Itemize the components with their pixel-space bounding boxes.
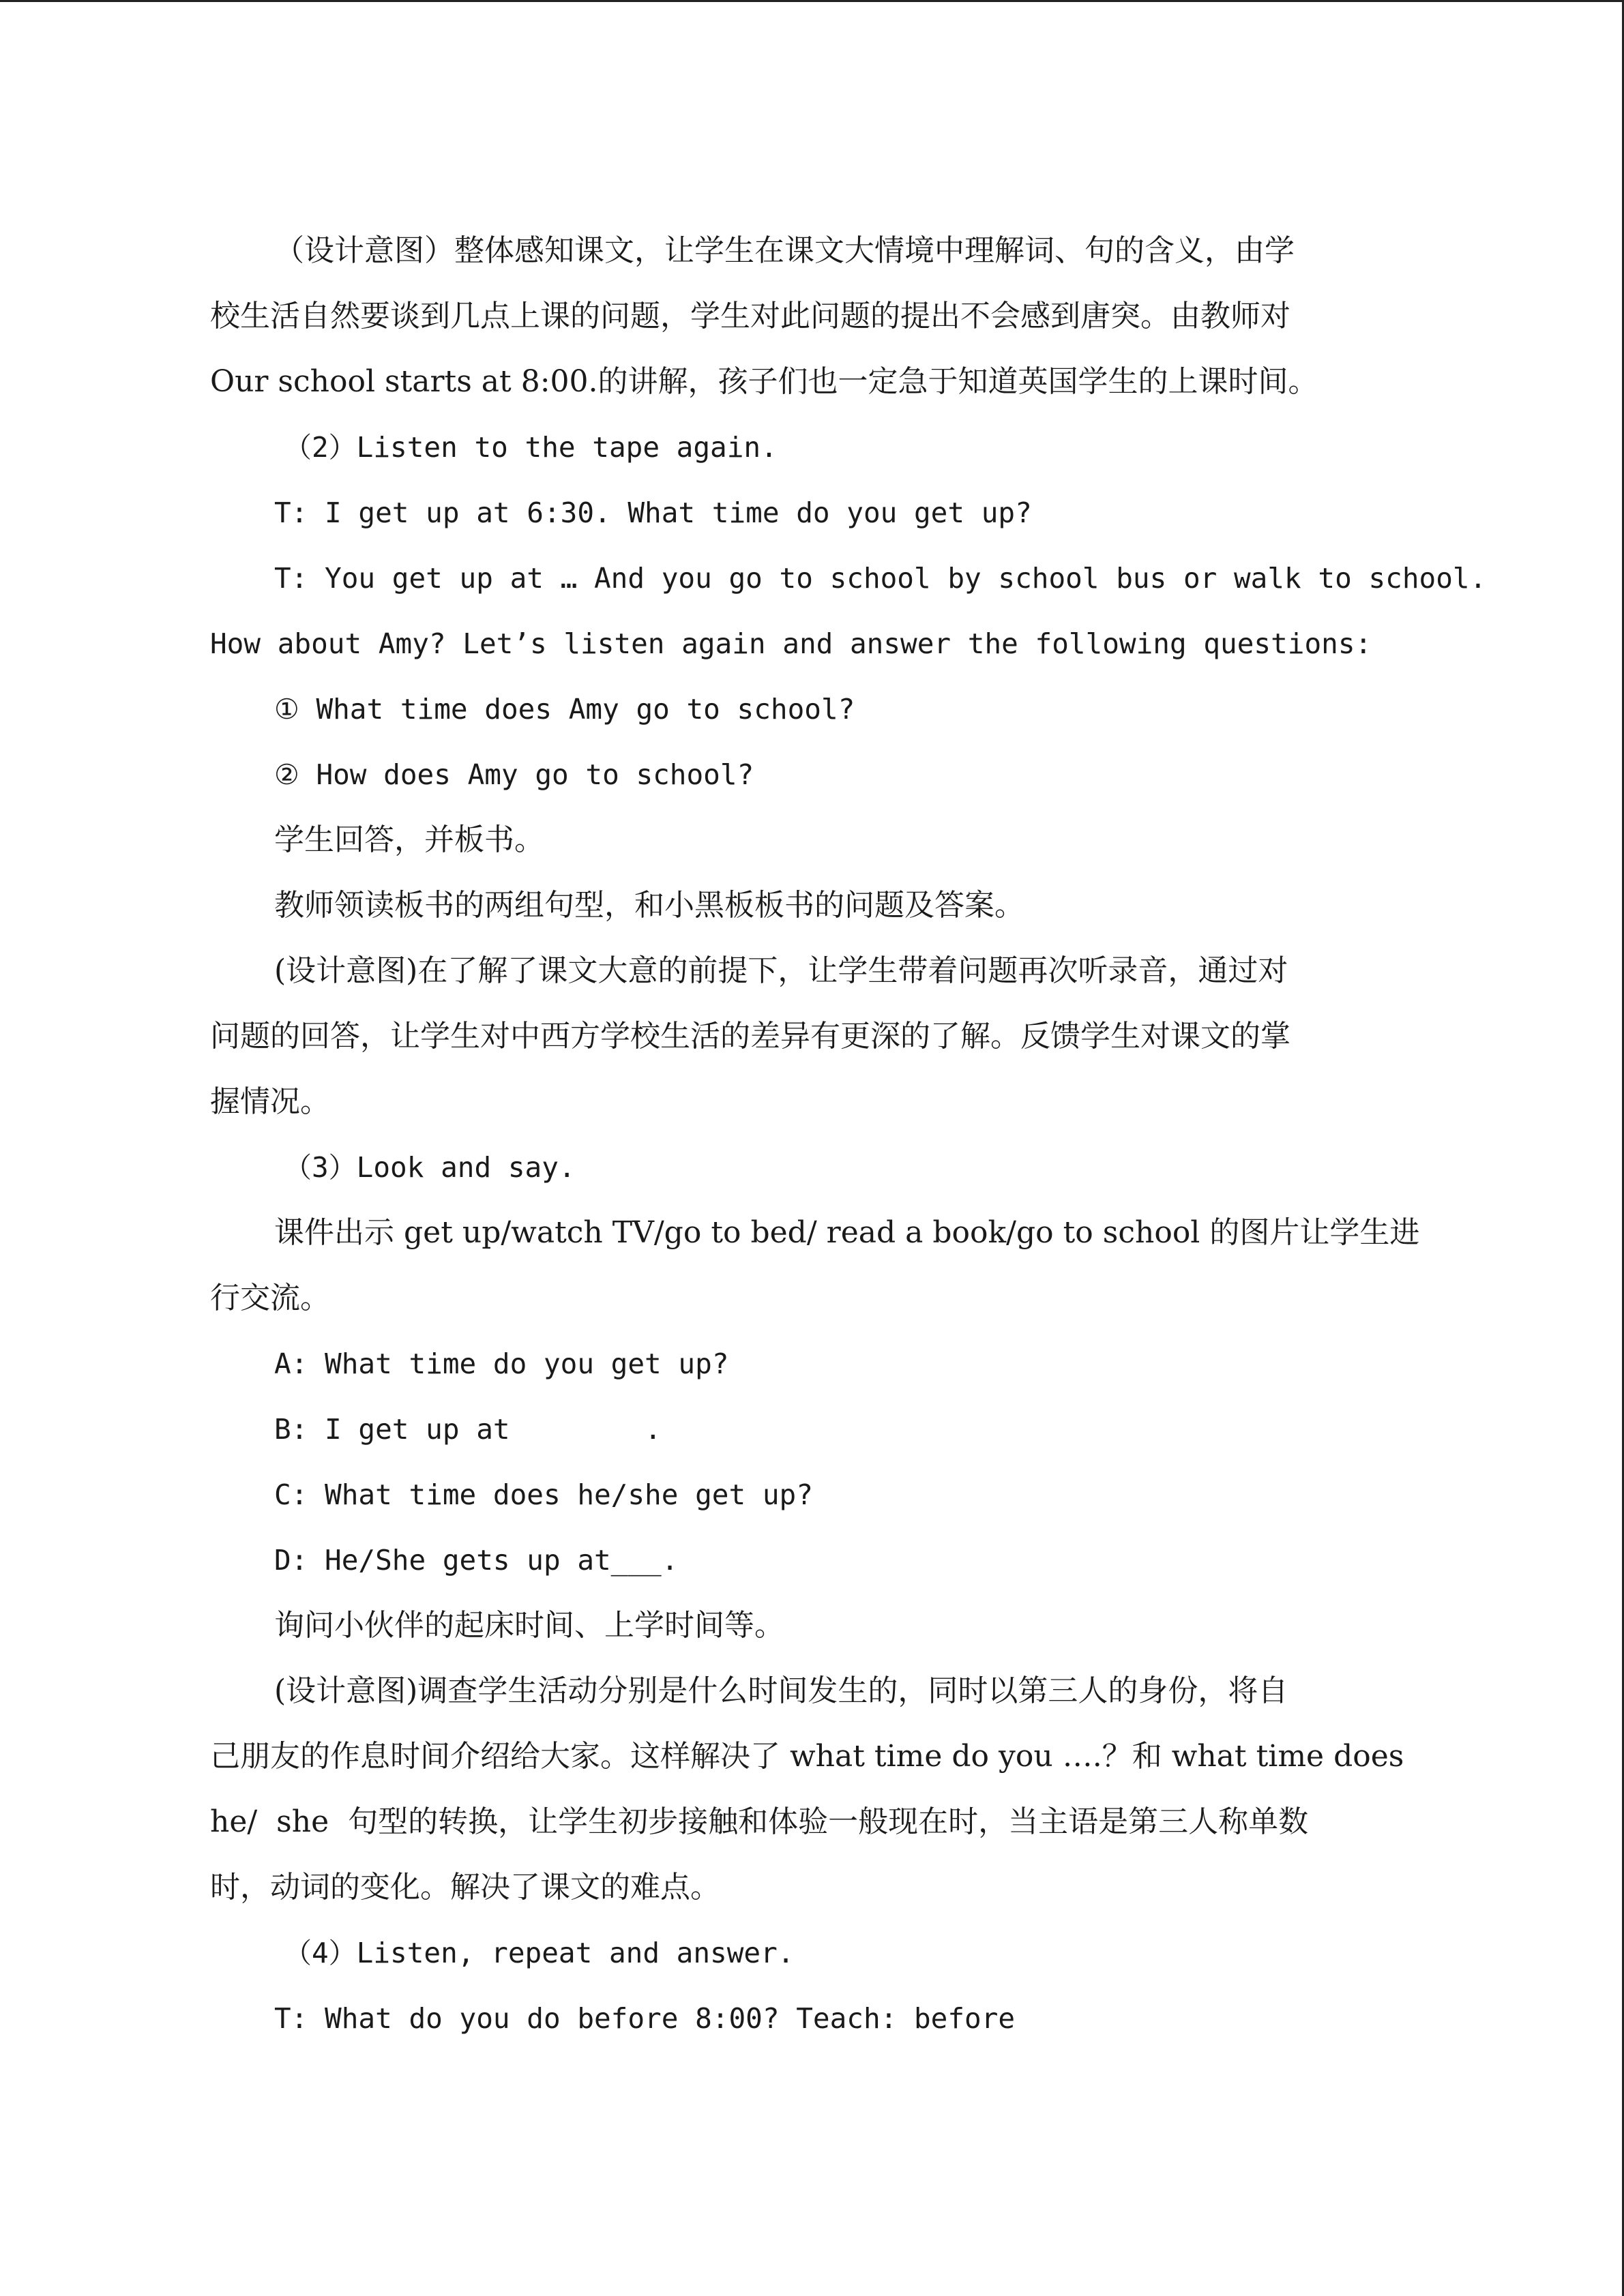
design-intent-paragraph-3-line-1: (设计意图)调查学生活动分别是什么时间发生的，同时以第三人的身份，将自	[274, 1673, 1288, 1708]
dialogue-c: C: What time does he/she get up?	[274, 1478, 813, 1511]
teacher-before-line: T: What do you do before 8:00? Teach: before	[274, 2002, 1016, 2035]
courseware-line-1: 课件出示 get up/watch TV/go to bed/ read a book/go to school 的图片让学生进	[274, 1215, 1420, 1250]
teacher-line-2: T: You get up at … And you go to school by school bus or walk to school.	[274, 562, 1487, 595]
student-answer-note: 学生回答，并板书。	[274, 822, 544, 857]
top-border-line	[0, 0, 1624, 2]
question-2: ② How does Amy go to school?	[274, 758, 754, 791]
design-intent-paragraph-1-line-1: （设计意图）整体感知课文，让学生在课文大情境中理解词、句的含义，由学	[274, 233, 1295, 268]
design-intent-paragraph-3-line-2: 己朋友的作息时间介绍给大家。这样解决了 what time do you ….？和 what time does	[210, 1739, 1404, 1774]
design-intent-paragraph-3-line-3: he/ she 句型的转换，让学生初步接触和体验一般现在时，当主语是第三人称单数	[210, 1804, 1309, 1839]
courseware-line-2: 行交流。	[210, 1281, 330, 1315]
dialogue-b: B: I get up at .	[274, 1413, 662, 1446]
document-body	[210, 218, 1487, 2051]
step-4-heading: （4）Listen, repeat and answer.	[284, 1937, 795, 1969]
design-intent-paragraph-2-line-2: 问题的回答，让学生对中西方学校生活的差异有更深的了解。反馈学生对课文的掌	[210, 1019, 1290, 1054]
design-intent-paragraph-2-line-3: 握情况。	[210, 1084, 330, 1119]
dialogue-d: D: He/She gets up at___.	[274, 1544, 679, 1577]
design-intent-paragraph-1-line-2: 校生活自然要谈到几点上课的问题，学生对此问题的提出不会感到唐突。由教师对	[210, 299, 1290, 333]
teacher-line-2-continued: How about Amy? Let’s listen again and answer the following questions:	[210, 627, 1372, 660]
question-1: ① What time does Amy go to school?	[274, 693, 855, 726]
step-2-heading: （2）Listen to the tape again.	[284, 431, 778, 464]
teacher-reading-note: 教师领读板书的两组句型，和小黑板板书的问题及答案。	[274, 888, 1024, 923]
dialogue-a: A: What time do you get up?	[274, 1347, 729, 1380]
teacher-line-1: T: I get up at 6:30. What time do you get up?	[274, 496, 1032, 529]
step-3-heading: （3）Look and say.	[284, 1151, 576, 1184]
design-intent-paragraph-3-line-4: 时，动词的变化。解决了课文的难点。	[210, 1870, 720, 1905]
design-intent-paragraph-2-line-1: (设计意图)在了解了课文大意的前提下，让学生带着问题再次听录音，通过对	[274, 953, 1288, 988]
design-intent-paragraph-1-line-3: Our school starts at 8:00.的讲解，孩子们也一定急于知道英国学生的上课时间。	[210, 364, 1318, 399]
partner-inquiry-note: 询问小伙伴的起床时间、上学时间等。	[274, 1608, 784, 1643]
